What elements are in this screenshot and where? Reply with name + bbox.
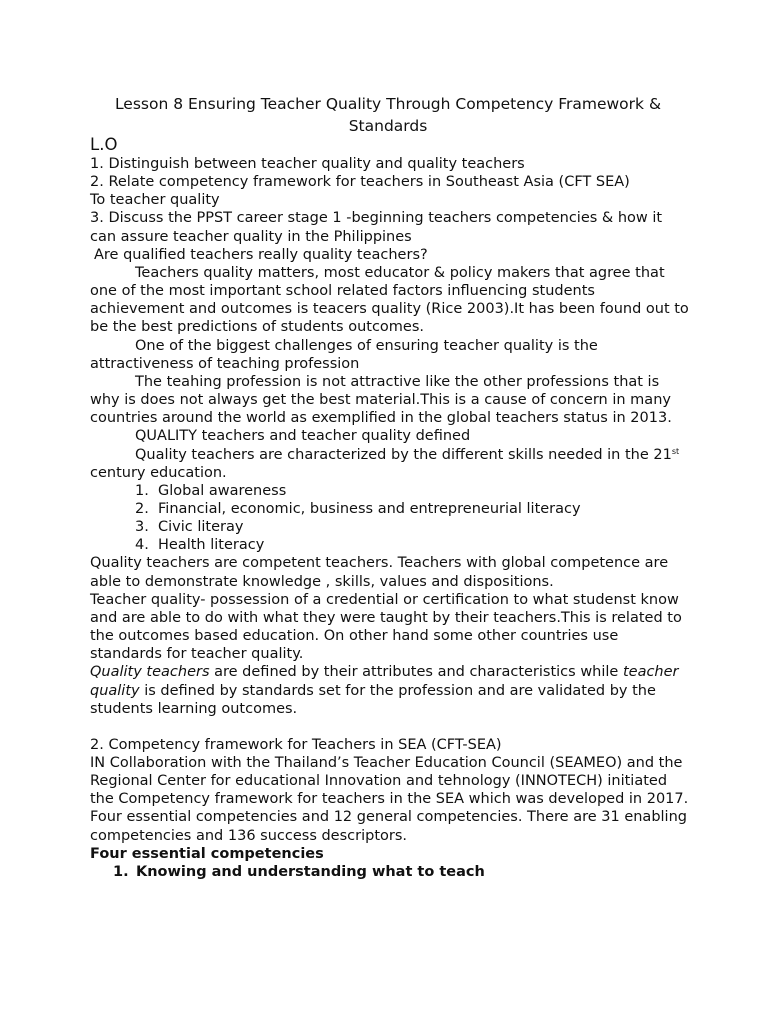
- bold-heading-essential-competencies: Four essential competencies: [90, 845, 324, 862]
- paragraph-profession-attractiveness: The teahing profession is not attractive like the other professions that is why is does not always get the best material.This is a cause of concern in many countries around the world as exemplified in the global teachers status in 2013.: [90, 373, 672, 427]
- list-item: 3. Civic literay: [135, 519, 244, 536]
- list-item: 2. Financial, economic, business and entrepreneurial literacy: [135, 500, 581, 517]
- paragraph-attributes-vs-standards: Quality teachers are defined by their attributes and characteristics while teacher quality is defined by standards set for the profession and are validated by the students learning outcomes.: [90, 664, 679, 717]
- paragraph-spacer: [90, 718, 690, 736]
- paragraph-21st-century-skills: Quality teachers are characterized by the different skills needed in the 21st century education.: [90, 446, 680, 481]
- list-item: 1. Knowing and understanding what to teach: [113, 863, 485, 880]
- paragraph-cft-sea-origin: IN Collaboration with the Thailand’s Teacher Education Council (SEAMEO) and the Regional Center for educational Innovation and tehnology (INNOTECH) initiated the Competency framework for teachers in the SEA which was developed in 2017.: [90, 755, 689, 808]
- objective-2-continued: To teacher quality: [90, 192, 220, 209]
- section-2-heading: 2. Competency framework for Teachers in SEA (CFT-SEA): [90, 736, 502, 753]
- paragraph-teacher-quality-definition: Teacher quality- possession of a credential or certification to what studenst know and are able to do with what they were taught by their teachers.This is related to the outcomes based education. On other hand some other countries use standards for teacher quality.: [90, 591, 682, 663]
- guiding-question: Are qualified teachers really quality teachers?: [94, 246, 428, 263]
- list-item: 4. Health literacy: [135, 537, 265, 554]
- list-item: 1. Global awareness: [135, 482, 287, 499]
- subheading-definitions: QUALITY teachers and teacher quality defined: [135, 428, 471, 445]
- lo-heading: L.O: [90, 135, 118, 154]
- paragraph-teacher-quality-matters: Teachers quality matters, most educator & policy makers that agree that one of the most important school related factors influencing students achievement and outcomes is teacers quality (Rice 2003).It has been found out to be the best predictions of students outcomes.: [90, 264, 689, 336]
- paragraph-competency-counts: Four essential competencies and 12 general competencies. There are 31 enabling competencies and 136 success descriptors.: [90, 809, 687, 844]
- objective-3: 3. Discuss the PPST career stage 1 -beginning teachers competencies & how it can assure teacher quality in the Philippines: [90, 210, 663, 245]
- paragraph-challenges: One of the biggest challenges of ensuring teacher quality is the attractiveness of teaching profession: [90, 337, 598, 372]
- objective-1: 1. Distinguish between teacher quality and quality teachers: [90, 156, 525, 172]
- lesson-title: Lesson 8 Ensuring Teacher Quality Through Competency Framework & Standards: [114, 95, 662, 135]
- objective-2: 2. Relate competency framework for teachers in Southeast Asia (CFT SEA): [90, 174, 630, 191]
- document-body: [90, 134, 690, 881]
- paragraph-competent-teachers: Quality teachers are competent teachers. Teachers with global competence are able to demonstrate knowledge , skills, values and dispositions.: [90, 555, 669, 590]
